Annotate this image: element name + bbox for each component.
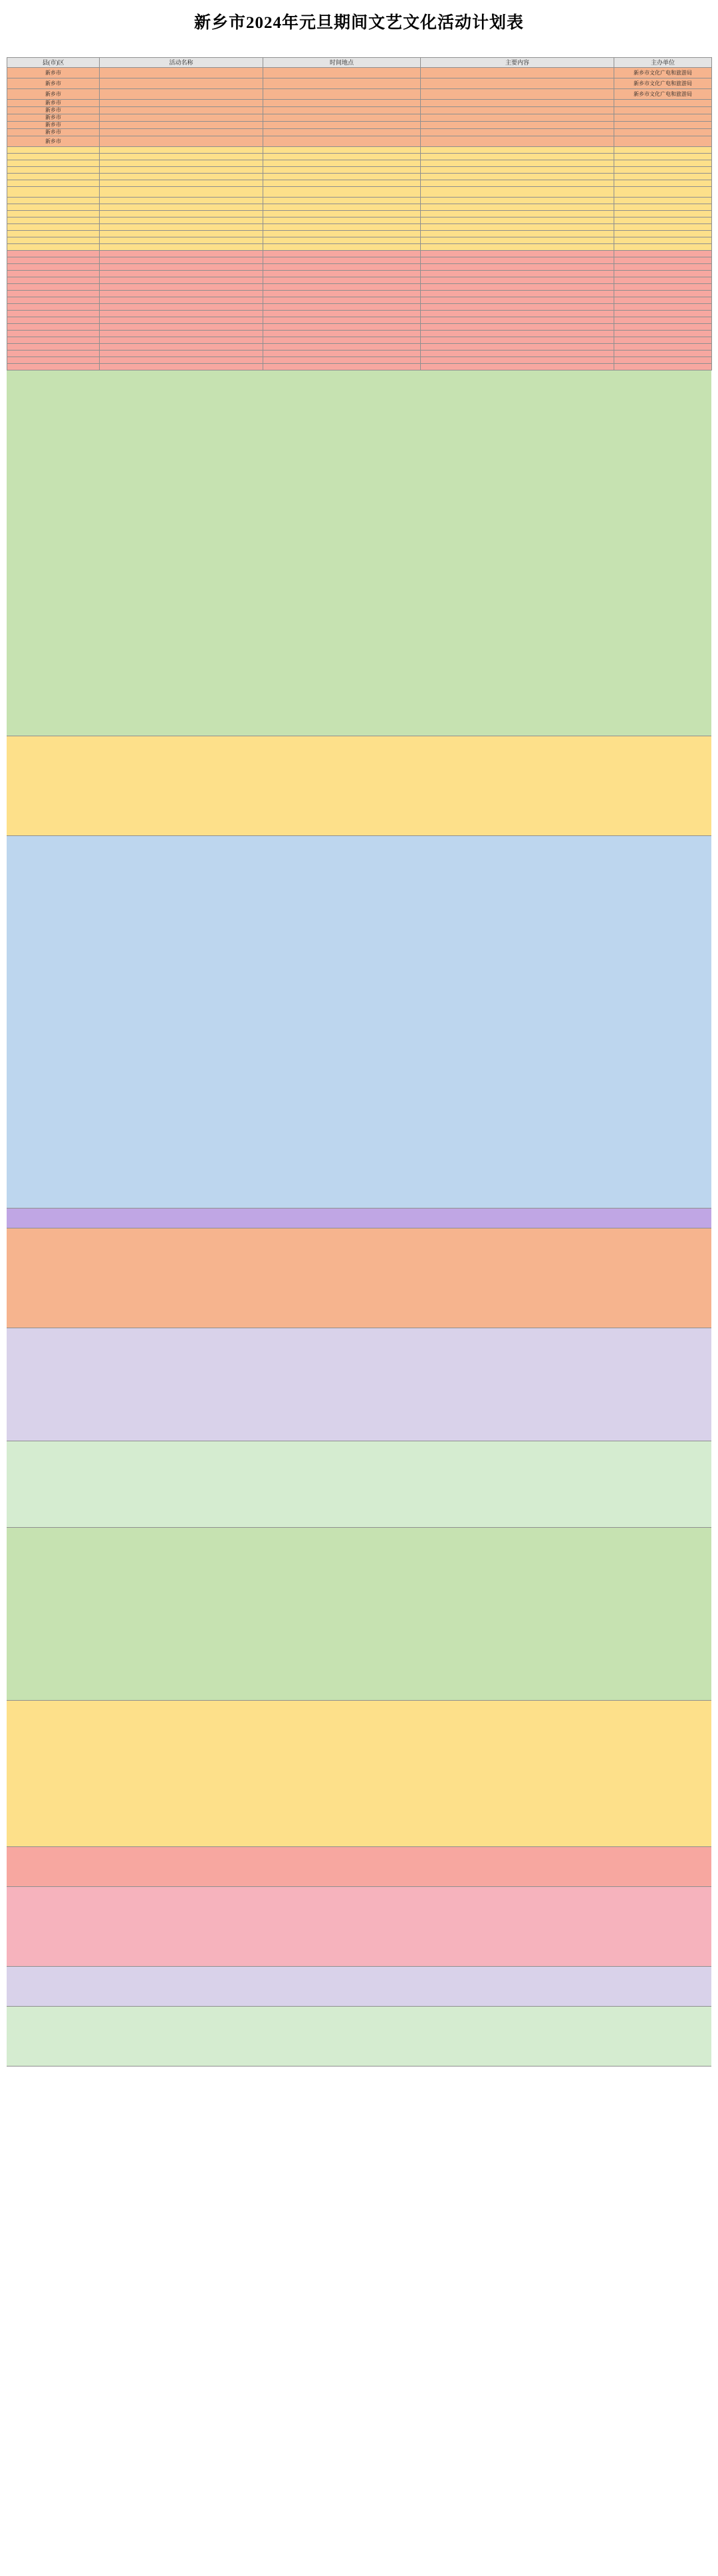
table-cell <box>614 224 712 231</box>
table-cell <box>421 89 614 100</box>
table-cell <box>263 364 421 370</box>
table-cell <box>263 331 421 337</box>
table-cell <box>7 291 100 297</box>
table-cell <box>7 297 100 304</box>
table-cell <box>614 100 712 107</box>
table-section <box>7 736 711 836</box>
table-cell <box>100 180 263 187</box>
table-cell <box>100 357 263 364</box>
table-cell: 新乡市 <box>7 136 100 147</box>
table-cell <box>263 344 421 351</box>
table-cell <box>263 244 421 251</box>
table-section <box>7 2007 711 2067</box>
table-row <box>7 187 712 198</box>
table-cell <box>100 237 263 244</box>
table-cell <box>263 337 421 344</box>
table-cell <box>421 187 614 198</box>
table-cell <box>263 284 421 291</box>
table-cell <box>7 211 100 217</box>
table-row <box>7 224 712 231</box>
table-cell <box>7 324 100 331</box>
table-cell <box>421 160 614 167</box>
header-district: 县(市)区 <box>7 58 100 68</box>
table-cell <box>263 277 421 284</box>
table-cell <box>421 129 614 136</box>
table-row <box>7 291 712 297</box>
table-row <box>7 237 712 244</box>
table-cell <box>421 231 614 237</box>
header-time-place: 时间地点 <box>263 58 421 68</box>
table-cell <box>421 311 614 317</box>
table-cell <box>100 100 263 107</box>
table-cell <box>421 107 614 114</box>
table-cell <box>100 89 263 100</box>
table-section <box>7 1209 711 1228</box>
table-section <box>7 1441 711 1528</box>
table-row <box>7 257 712 264</box>
table-cell <box>7 351 100 357</box>
table-cell <box>614 357 712 364</box>
table-cell: 新乡市 <box>7 89 100 100</box>
table-cell <box>421 364 614 370</box>
table-cell: 新乡市 <box>7 78 100 89</box>
table-cell <box>263 198 421 204</box>
activity-plan-table <box>7 57 711 2571</box>
header-activity-name: 活动名称 <box>100 58 263 68</box>
table-row <box>7 231 712 237</box>
table-cell <box>614 344 712 351</box>
table-cell <box>100 154 263 160</box>
table-cell <box>263 68 421 78</box>
table-cell <box>421 100 614 107</box>
table-cell <box>7 257 100 264</box>
table-cell <box>100 244 263 251</box>
table-cell <box>614 154 712 160</box>
table-row <box>7 271 712 277</box>
table-cell <box>614 331 712 337</box>
table-cell <box>614 284 712 291</box>
table-header-row <box>7 58 712 68</box>
table-cell <box>100 324 263 331</box>
table-cell <box>263 154 421 160</box>
table-cell <box>614 244 712 251</box>
table-section <box>7 836 711 1209</box>
table-row <box>7 244 712 251</box>
table-cell <box>7 204 100 211</box>
table-cell: 新乡市 <box>7 68 100 78</box>
table-cell <box>100 78 263 89</box>
table-cell <box>7 244 100 251</box>
table-cell <box>7 237 100 244</box>
table-cell <box>421 351 614 357</box>
table-cell <box>100 147 263 154</box>
table-row <box>7 344 712 351</box>
table-row <box>7 251 712 257</box>
table-cell <box>100 224 263 231</box>
table-row <box>7 78 712 89</box>
table-cell <box>100 344 263 351</box>
table-cell <box>614 107 712 114</box>
table-cell <box>7 277 100 284</box>
table-cell <box>7 187 100 198</box>
table-cell <box>100 129 263 136</box>
table-cell <box>7 264 100 271</box>
table-cell <box>100 264 263 271</box>
table-cell <box>7 224 100 231</box>
table-cell <box>263 237 421 244</box>
table-cell <box>100 107 263 114</box>
table-cell <box>614 160 712 167</box>
table-cell <box>421 174 614 180</box>
table-cell <box>421 284 614 291</box>
table-cell <box>263 324 421 331</box>
table-cell <box>421 251 614 257</box>
table-cell <box>7 251 100 257</box>
table-cell <box>263 78 421 89</box>
table-row <box>7 180 712 187</box>
table-cell <box>7 317 100 324</box>
table-row <box>7 89 712 100</box>
table-cell <box>100 284 263 291</box>
table-cell <box>263 187 421 198</box>
table-cell <box>614 277 712 284</box>
table-cell <box>263 317 421 324</box>
table-cell <box>100 217 263 224</box>
table-cell <box>100 122 263 129</box>
table-cell <box>421 224 614 231</box>
table-cell <box>7 198 100 204</box>
table-cell <box>263 217 421 224</box>
table-grid <box>7 57 712 370</box>
table-cell <box>100 257 263 264</box>
table-cell <box>7 174 100 180</box>
table-cell <box>263 160 421 167</box>
table-cell <box>421 136 614 147</box>
table-cell <box>421 304 614 311</box>
table-cell <box>421 331 614 337</box>
table-row <box>7 147 712 154</box>
table-row <box>7 277 712 284</box>
table-cell <box>614 291 712 297</box>
table-cell <box>100 68 263 78</box>
table-cell <box>263 304 421 311</box>
table-row <box>7 204 712 211</box>
table-cell <box>614 364 712 370</box>
header-main-content: 主要内容 <box>421 58 614 68</box>
table-row <box>7 324 712 331</box>
table-cell <box>263 351 421 357</box>
table-cell: 新乡市 <box>7 122 100 129</box>
table-row <box>7 297 712 304</box>
table-cell <box>263 167 421 174</box>
table-cell <box>100 251 263 257</box>
table-row <box>7 217 712 224</box>
table-cell <box>614 337 712 344</box>
table-cell <box>614 257 712 264</box>
table-cell <box>100 114 263 122</box>
table-cell <box>7 304 100 311</box>
table-cell <box>421 198 614 204</box>
table-cell <box>7 331 100 337</box>
table-cell <box>421 357 614 364</box>
table-cell <box>7 357 100 364</box>
table-cell <box>421 147 614 154</box>
table-cell <box>614 264 712 271</box>
table-cell <box>7 154 100 160</box>
table-cell <box>614 231 712 237</box>
table-row <box>7 100 712 107</box>
table-cell <box>614 180 712 187</box>
table-cell <box>421 264 614 271</box>
table-cell <box>614 324 712 331</box>
table-cell <box>421 257 614 264</box>
table-row <box>7 122 712 129</box>
table-cell <box>614 129 712 136</box>
table-section <box>7 370 711 736</box>
table-cell <box>421 180 614 187</box>
table-cell <box>100 174 263 180</box>
table-row <box>7 136 712 147</box>
table-cell <box>263 122 421 129</box>
table-cell <box>7 167 100 174</box>
table-cell <box>421 291 614 297</box>
table-cell <box>263 264 421 271</box>
table-cell <box>263 114 421 122</box>
table-cell <box>100 291 263 297</box>
table-cell <box>100 317 263 324</box>
table-cell <box>100 364 263 370</box>
table-cell <box>7 337 100 344</box>
table-section <box>7 1847 711 1887</box>
table-cell <box>614 167 712 174</box>
table-cell <box>421 68 614 78</box>
table-cell <box>100 211 263 217</box>
table-cell <box>100 187 263 198</box>
table-cell <box>263 107 421 114</box>
table-cell <box>263 129 421 136</box>
table-row <box>7 331 712 337</box>
table-cell <box>263 311 421 317</box>
table-cell: 新乡市文化广电和旅游局 <box>614 68 712 78</box>
table-row <box>7 317 712 324</box>
table-cell <box>421 337 614 344</box>
table-row <box>7 198 712 204</box>
table-cell <box>263 251 421 257</box>
table-cell <box>421 277 614 284</box>
table-cell <box>100 337 263 344</box>
table-cell: 新乡市文化广电和旅游局 <box>614 89 712 100</box>
table-cell <box>7 147 100 154</box>
table-cell <box>421 344 614 351</box>
table-cell <box>421 211 614 217</box>
table-cell <box>614 317 712 324</box>
table-cell: 新乡市文化广电和旅游局 <box>614 78 712 89</box>
table-cell <box>614 297 712 304</box>
page-title: 新乡市2024年元旦期间文艺文化活动计划表 <box>193 14 524 32</box>
table-cell: 新乡市 <box>7 114 100 122</box>
table-cell <box>614 271 712 277</box>
table-cell <box>614 136 712 147</box>
table-row <box>7 337 712 344</box>
table-cell <box>7 217 100 224</box>
table-row <box>7 68 712 78</box>
table-cell <box>421 122 614 129</box>
table-section <box>7 1328 711 1441</box>
table-cell <box>100 136 263 147</box>
table-cell <box>263 211 421 217</box>
table-cell <box>100 351 263 357</box>
table-cell <box>7 311 100 317</box>
table-cell <box>614 217 712 224</box>
table-cell <box>614 311 712 317</box>
table-section <box>7 1701 711 1847</box>
table-cell: 新乡市 <box>7 129 100 136</box>
table-section <box>7 1887 711 1967</box>
table-row <box>7 351 712 357</box>
table-cell: 新乡市 <box>7 107 100 114</box>
table-cell <box>263 100 421 107</box>
table-cell <box>100 277 263 284</box>
table-cell <box>263 271 421 277</box>
table-row <box>7 160 712 167</box>
table-cell <box>7 364 100 370</box>
table-cell <box>7 271 100 277</box>
table-cell <box>100 231 263 237</box>
table-cell <box>100 304 263 311</box>
table-cell <box>7 231 100 237</box>
table-row <box>7 107 712 114</box>
table-cell <box>263 180 421 187</box>
table-cell <box>614 114 712 122</box>
table-cell <box>263 297 421 304</box>
table-cell <box>614 251 712 257</box>
table-row <box>7 211 712 217</box>
table-cell <box>421 317 614 324</box>
table-cell <box>263 136 421 147</box>
table-section <box>7 1528 711 1701</box>
table-cell <box>100 167 263 174</box>
table-cell <box>263 357 421 364</box>
table-cell <box>421 114 614 122</box>
table-cell <box>614 304 712 311</box>
table-cell <box>100 198 263 204</box>
table-cell <box>100 204 263 211</box>
table-row <box>7 364 712 370</box>
table-cell <box>614 122 712 129</box>
table-cell <box>614 237 712 244</box>
table-cell <box>421 167 614 174</box>
table-cell <box>263 174 421 180</box>
table-cell <box>100 311 263 317</box>
table-row <box>7 264 712 271</box>
table-row <box>7 174 712 180</box>
table-cell <box>7 344 100 351</box>
table-cell <box>100 271 263 277</box>
table-cell <box>100 160 263 167</box>
table-cell <box>614 187 712 198</box>
table-cell <box>263 147 421 154</box>
table-row <box>7 154 712 160</box>
table-cell <box>421 271 614 277</box>
table-cell <box>614 147 712 154</box>
table-cell: 新乡市 <box>7 100 100 107</box>
table-section <box>7 1228 711 1328</box>
table-cell <box>614 211 712 217</box>
table-cell <box>7 180 100 187</box>
table-cell <box>421 154 614 160</box>
table-cell <box>263 224 421 231</box>
table-row <box>7 129 712 136</box>
table-cell <box>7 284 100 291</box>
table-cell <box>421 244 614 251</box>
table-row <box>7 304 712 311</box>
table-row <box>7 284 712 291</box>
table-cell <box>421 204 614 211</box>
table-cell <box>614 198 712 204</box>
table-row <box>7 311 712 317</box>
table-rows-continued <box>7 370 711 2067</box>
table-cell <box>7 160 100 167</box>
header-organizer: 主办单位 <box>614 58 712 68</box>
table-cell <box>263 204 421 211</box>
table-cell <box>421 324 614 331</box>
table-cell <box>263 257 421 264</box>
table-row <box>7 114 712 122</box>
table-cell <box>614 174 712 180</box>
table-cell <box>100 297 263 304</box>
table-cell <box>100 331 263 337</box>
table-cell <box>421 78 614 89</box>
table-cell <box>614 351 712 357</box>
table-cell <box>614 204 712 211</box>
table-cell <box>421 237 614 244</box>
table-cell <box>263 231 421 237</box>
table-cell <box>421 217 614 224</box>
table-cell <box>263 291 421 297</box>
table-row <box>7 357 712 364</box>
table-section <box>7 1967 711 2007</box>
table-cell <box>421 297 614 304</box>
table-cell <box>263 89 421 100</box>
table-row <box>7 167 712 174</box>
